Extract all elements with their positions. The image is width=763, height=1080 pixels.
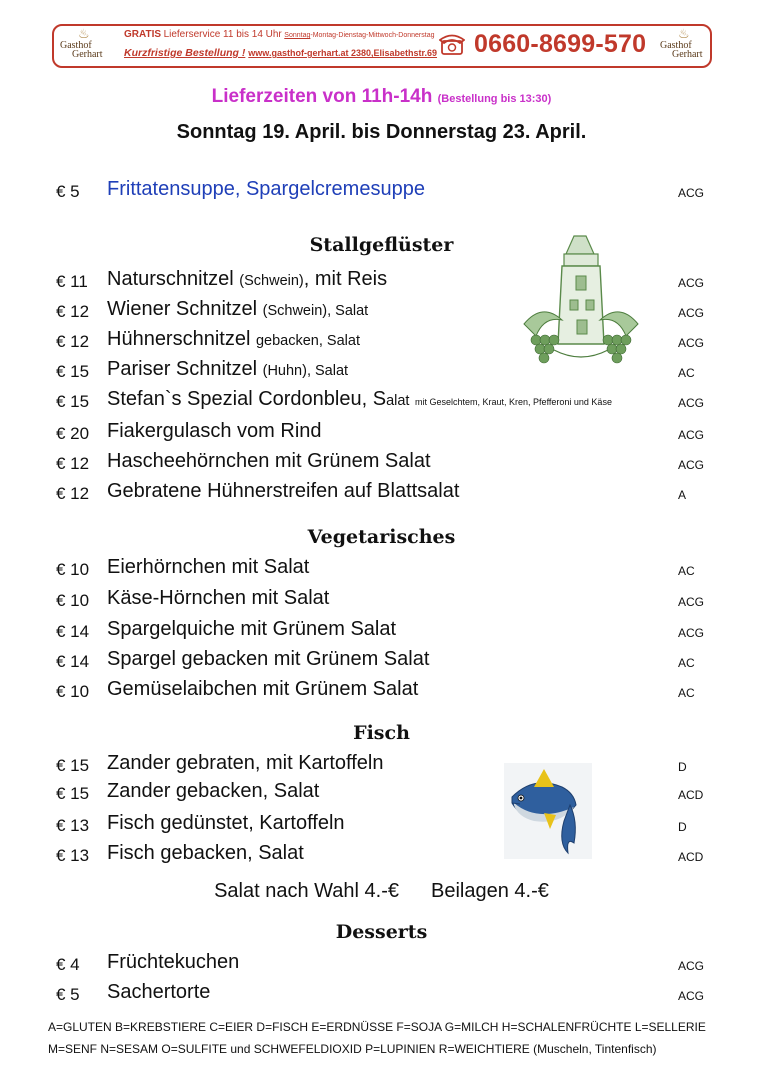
menu-item: € 12 Wiener Schnitzel (Schwein), Salat ACG [56, 298, 705, 321]
menu-item: € 12 Hascheehörnchen mit Grünem Salat ACG [56, 450, 705, 473]
section-title-veg: Vegetarisches [307, 526, 456, 548]
menu-item: € 10 Eierhörnchen mit Salat AC [56, 556, 695, 579]
menu-item: € 15 Stefan`s Spezial Cordonbleu, Salat mit Geselchtem, Kraut, Kren, Pfefferoni und Käse ACG [56, 388, 705, 411]
allergen-legend: A=GLUTEN B=KREBSTIERE C=EIER D=FISCH E=ERDNÜSSE F=SOJA G=MILCH H=SCHALENFRÜCHTE L=SELLERIE M=SENF N=SESAM O=SULFITE und SCHWEFELDIOXID P=LUPINIEN R=WEICHTIERE (Muscheln, Tintenfisch) [48, 1020, 706, 1056]
menu-item: € 4 Früchtekuchen ACG [56, 951, 705, 974]
menu-item: € 11 Naturschnitzel (Schwein), mit Reis ACG [56, 268, 705, 291]
date-range: Sonntag 19. April. bis Donnerstag 23. April. [176, 121, 587, 143]
chef-hat-icon: ♨ [78, 26, 90, 41]
delivery-times: Lieferzeiten von 11h-14h (Bestellung bis 13:30) [211, 86, 552, 107]
menu-item: € 5 Sachertorte ACG [56, 981, 705, 1004]
menu-item: € 13 Fisch gebacken, Salat ACD [56, 842, 704, 865]
side-dishes: Beilagen 4.-€ [431, 880, 549, 902]
menu-item: € 13 Fisch gedünstet, Kartoffeln D [56, 812, 687, 835]
section-title-fish: Fisch [353, 722, 410, 744]
menu-item: € 14 Spargelquiche mit Grünem Salat ACG [56, 618, 705, 641]
gasthof-logo-right: ♨ Gasthof Gerhart [660, 26, 703, 60]
header-banner [52, 24, 712, 68]
section-title-desserts: Desserts [335, 921, 428, 943]
tuna-fish-illustration [504, 763, 592, 859]
menu-item: € 15 Pariser Schnitzel (Huhn), Salat AC [56, 358, 695, 381]
dish-name: Frittatensuppe, Spargelcremesuppe [107, 178, 425, 200]
allergen-code: ACG [678, 186, 705, 200]
delivery-service-line: GRATIS Lieferservice 11 bis 14 Uhr Sonntag-Montag-Dienstag-Mittwoch-Donnerstag [124, 29, 435, 40]
tower-grapes-illustration [514, 232, 648, 370]
website-link[interactable]: www.gasthof-gerhart.at 2380,Elisabethstr.69 [248, 48, 438, 58]
menu-item: € 12 Gebratene Hühnerstreifen auf Blattsalat A [56, 480, 687, 503]
order-info-line: Kurzfristige Bestellung ! www.gasthof-gerhart.at 2380,Elisabethstr.69 [124, 47, 438, 59]
menu-item: € 12 Hühnerschnitzel gebacken, Salat ACG [56, 328, 705, 351]
soup-row [0, 178, 763, 204]
gasthof-logo-left: ♨ Gasthof Gerhart [60, 26, 103, 60]
menu-item: € 15 Zander gebraten, mit Kartoffeln D [56, 752, 687, 775]
section-title-stall: Stallgeflüster [309, 234, 454, 256]
phone-number[interactable]: 0660-8699-570 [474, 30, 647, 58]
menu-item: € 15 Zander gebacken, Salat ACD [56, 780, 704, 803]
telephone-icon [439, 32, 465, 56]
menu-item: € 20 Fiakergulasch vom Rind ACG [56, 420, 705, 443]
menu-item: € 10 Käse-Hörnchen mit Salat ACG [56, 587, 705, 610]
salad-choice: Salat nach Wahl 4.-€ [214, 880, 400, 902]
extras-line [0, 880, 763, 903]
price: € 5 [56, 182, 80, 201]
menu-item: € 10 Gemüselaibchen mit Grünem Salat AC [56, 678, 695, 701]
menu-item: € 14 Spargel gebacken mit Grünem Salat AC [56, 648, 695, 671]
chef-hat-icon: ♨ [678, 26, 690, 41]
